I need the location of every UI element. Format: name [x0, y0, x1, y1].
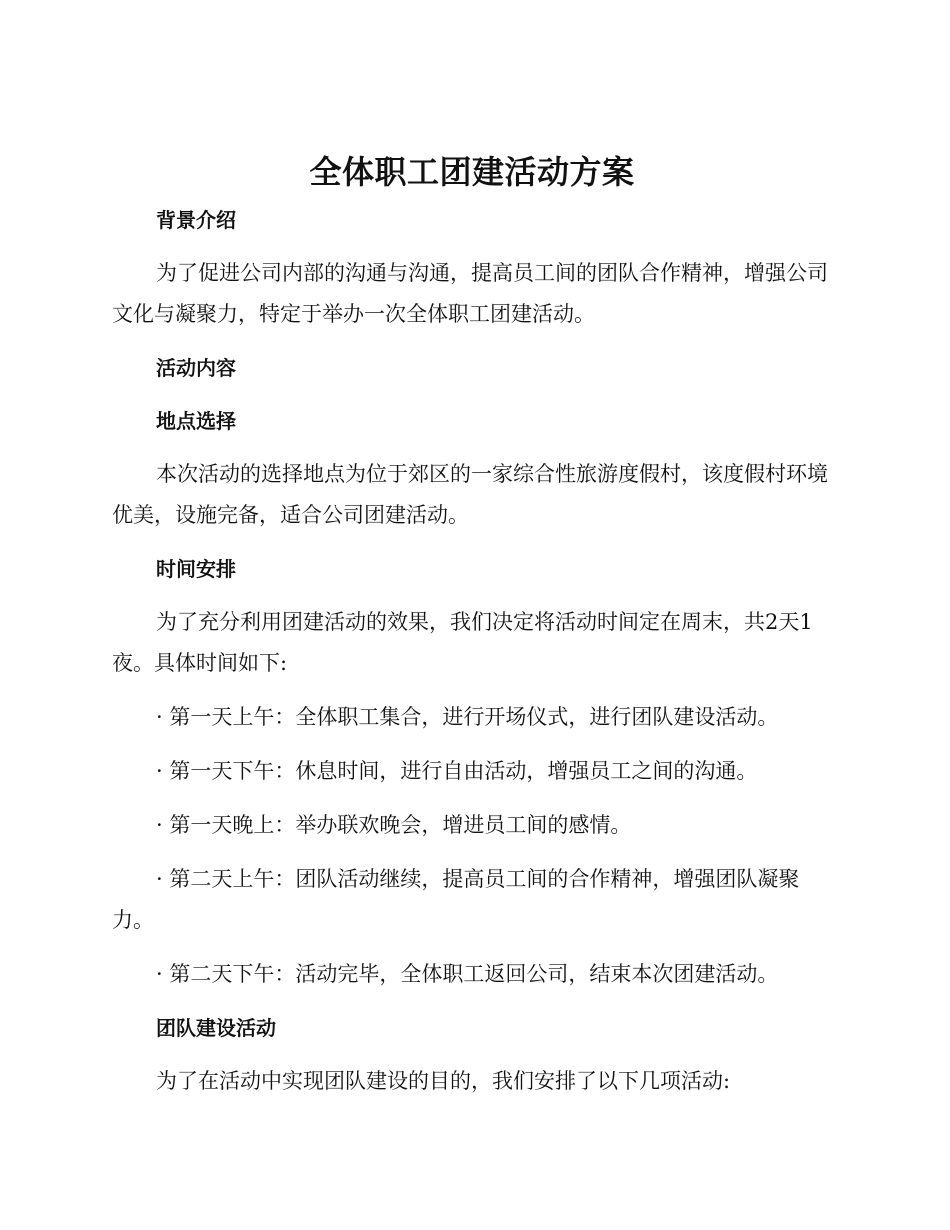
document-page [112, 150, 832, 1102]
schedule-item-day2-afternoon: · 第二天下午：活动完毕，全体职工返回公司，结束本次团建活动。 [156, 962, 779, 986]
schedule-item-day1-afternoon: · 第一天下午：休息时间，进行自由活动，增强员工之间的沟通。 [156, 759, 758, 783]
spacer [112, 441, 832, 454]
spacer [112, 589, 832, 602]
section-heading-schedule: 时间安排 [156, 557, 236, 581]
document-title: 全体职工团建活动方案 [309, 153, 635, 191]
paragraph-team-building: 为了在活动中实现团队建设的目的，我们安排了以下几项活动: [156, 1069, 731, 1093]
schedule-item-day1-evening: · 第一天晚上：举办联欢晚会，增进员工间的感情。 [156, 813, 632, 837]
spacer [112, 792, 832, 805]
spacer [112, 684, 832, 697]
schedule-item-day1-morning: · 第一天上午：全体职工集合，进行开场仪式，进行团队建设活动。 [156, 705, 779, 729]
spacer [112, 846, 832, 859]
paragraph-background: 为了促进公司内部的沟通与沟通，提高员工间的团队合作精神，增强公司文化与凝聚力，特定于举办一次全体职工团建活动。 [112, 261, 828, 326]
schedule-item-day2-morning: · 第二天上午：团队活动继续，提高员工间的合作精神，增强团队凝聚力。 [112, 867, 800, 932]
paragraph-schedule: 为了充分利用团建活动的效果，我们决定将活动时间定在周末，共2天1夜。具体时间如下: [112, 610, 813, 675]
section-heading-activity-content: 活动内容 [156, 356, 236, 380]
section-heading-background: 背景介绍 [156, 208, 236, 232]
paragraph-location: 本次活动的选择地点为位于郊区的一家综合性旅游度假村，该度假村环境优美，设施完备，适合公司团建活动。 [112, 462, 828, 527]
spacer [112, 536, 832, 549]
spacer [112, 738, 832, 751]
section-heading-location: 地点选择 [156, 409, 236, 433]
spacer [112, 240, 832, 253]
section-heading-team-building: 团队建设活动 [156, 1016, 276, 1040]
spacer [112, 388, 832, 401]
spacer [112, 335, 832, 348]
spacer [112, 1048, 832, 1061]
spacer [112, 995, 832, 1008]
spacer [112, 941, 832, 954]
